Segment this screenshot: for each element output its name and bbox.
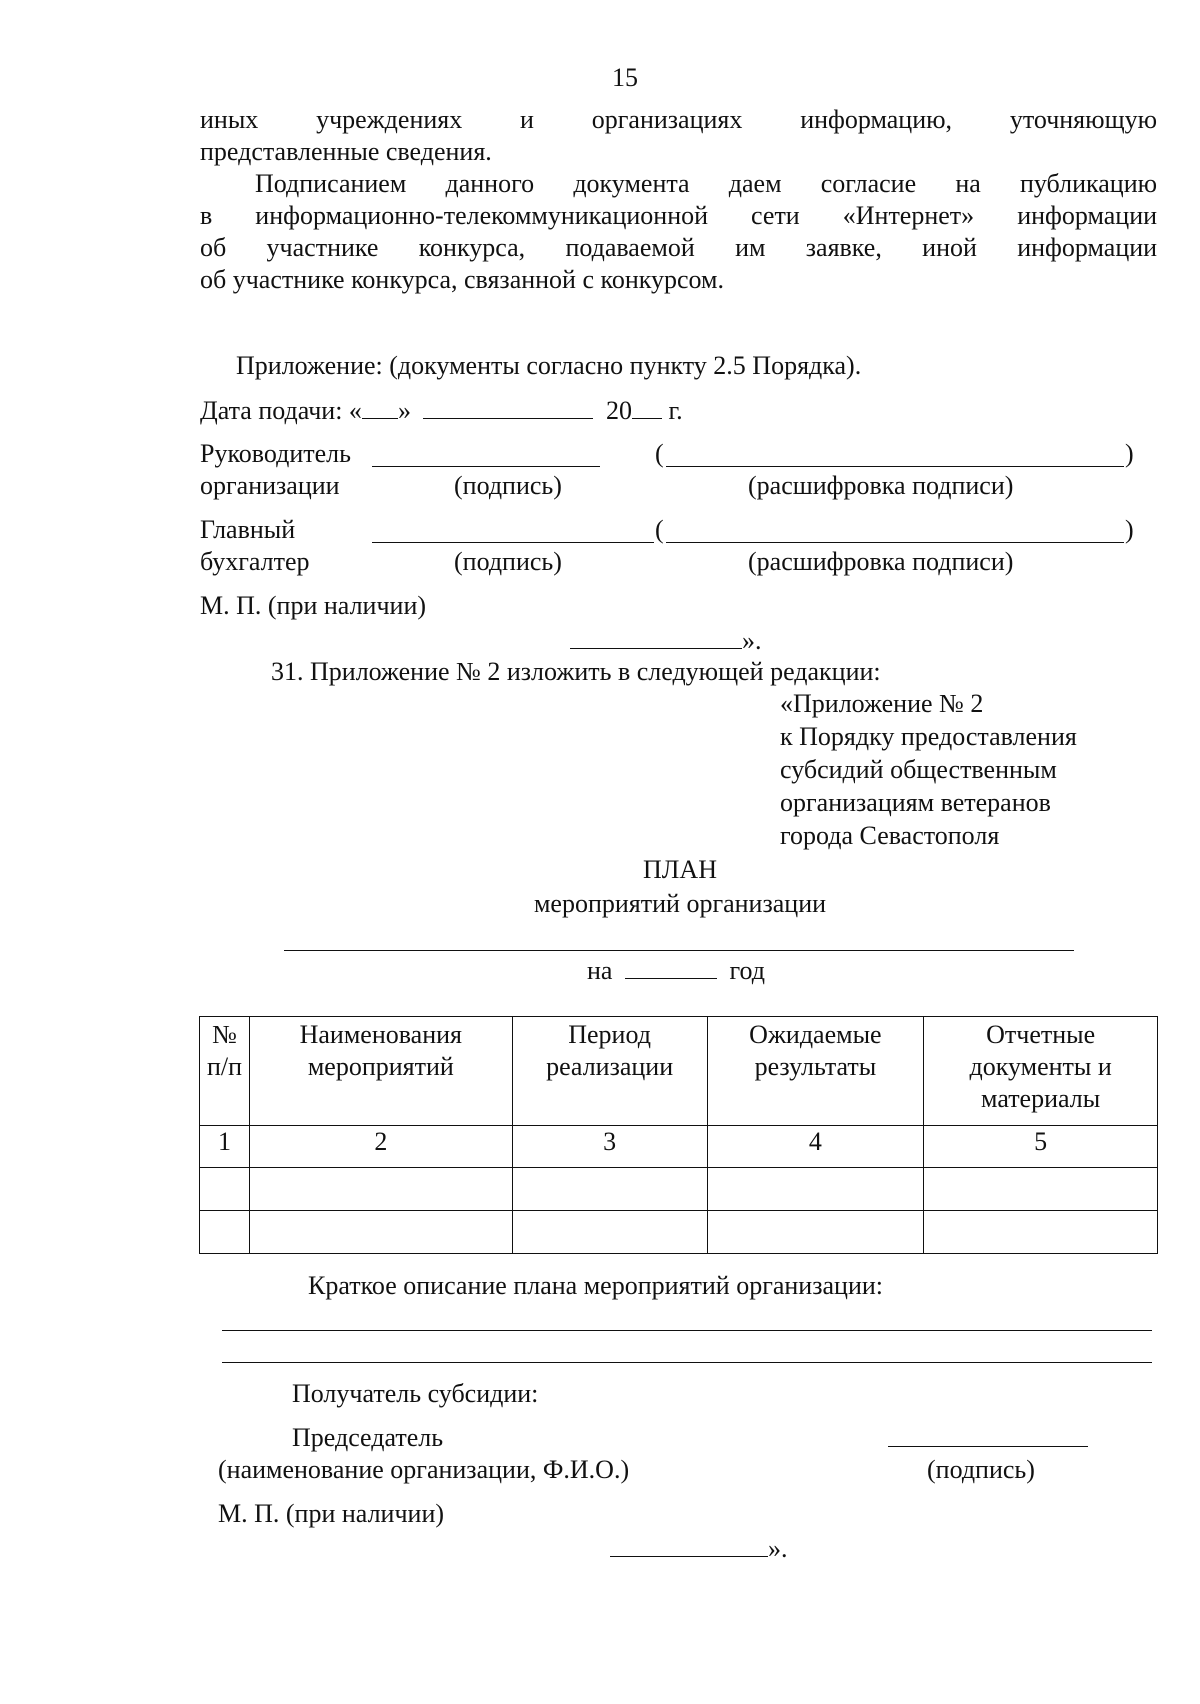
table-cell[interactable] bbox=[924, 1211, 1158, 1254]
day-blank[interactable] bbox=[362, 394, 398, 419]
plan-table bbox=[199, 1016, 1158, 1254]
plan-subtitle: мероприятий организации bbox=[533, 889, 827, 918]
table-cell[interactable] bbox=[924, 1168, 1158, 1211]
plan-year-blank[interactable] bbox=[625, 954, 717, 979]
consent-line-3: об участнике конкурса, подаваемой им заявке, иной информации bbox=[200, 233, 1158, 262]
appendix-header-5: города Севастополя bbox=[780, 821, 1000, 850]
accountant-open-paren: ( bbox=[655, 515, 664, 544]
number-cell: 1 bbox=[200, 1126, 250, 1168]
table-header-row bbox=[200, 1017, 1158, 1126]
table-cell[interactable] bbox=[249, 1211, 512, 1254]
appendix-header-4: организациям ветеранов bbox=[780, 788, 1051, 817]
accountant-label-line-2: бухгалтер bbox=[200, 547, 310, 576]
table-row bbox=[200, 1211, 1158, 1254]
page-number: 15 bbox=[612, 63, 638, 92]
number-cell: 5 bbox=[924, 1126, 1158, 1168]
consent-line-4: об участнике конкурса, связанной с конкурсом. bbox=[200, 265, 724, 294]
appendix-header-2: к Порядку предоставления bbox=[780, 722, 1077, 751]
recipient-stamp-note: М. П. (при наличии) bbox=[218, 1499, 445, 1528]
header-cell-results: Ожидаемые результаты bbox=[707, 1017, 924, 1126]
head-close-paren: ) bbox=[1125, 439, 1134, 468]
consent-line-1: Подписанием данного документа даем согласие на публикацию bbox=[255, 169, 1158, 198]
head-signature-caption: (подпись) bbox=[454, 471, 562, 500]
accountant-decode-caption: (расшифровка подписи) bbox=[748, 547, 1014, 576]
header-cell-documents: Отчетные документы и материалы bbox=[924, 1017, 1158, 1126]
org-caption: (наименование организации, Ф.И.О.) bbox=[218, 1455, 630, 1484]
intro-line-2: представленные сведения. bbox=[200, 137, 492, 166]
closing-quote-1: ». bbox=[570, 624, 762, 657]
submission-date-row: Дата подачи: « » 20 г. bbox=[200, 396, 683, 425]
table-cell[interactable] bbox=[707, 1211, 924, 1254]
summary-line-2[interactable] bbox=[222, 1362, 1152, 1363]
accountant-decode-line[interactable] bbox=[666, 518, 1124, 543]
month-blank[interactable] bbox=[423, 394, 593, 419]
closing-line-2 bbox=[610, 1532, 768, 1557]
number-cell: 4 bbox=[707, 1126, 924, 1168]
submission-date-label: Дата подачи: « bbox=[200, 396, 362, 425]
head-label-line-2: организации bbox=[200, 471, 340, 500]
closing-line bbox=[570, 624, 742, 649]
table-cell[interactable] bbox=[249, 1168, 512, 1211]
header-cell-number: № п/п bbox=[200, 1017, 250, 1126]
table-cell[interactable] bbox=[200, 1211, 250, 1254]
head-decode-line[interactable] bbox=[666, 442, 1124, 467]
appendix-header-1: «Приложение № 2 bbox=[780, 689, 984, 718]
table-cell[interactable] bbox=[707, 1168, 924, 1211]
header-cell-period: Период реализации bbox=[512, 1017, 707, 1126]
amendment-text: 31. Приложение № 2 изложить в следующей редакции: bbox=[271, 657, 881, 686]
table-cell[interactable] bbox=[512, 1211, 707, 1254]
table-cell[interactable] bbox=[512, 1168, 707, 1211]
accountant-close-paren: ) bbox=[1125, 515, 1134, 544]
chairman-label: Председатель bbox=[292, 1423, 444, 1452]
table-row bbox=[200, 1168, 1158, 1211]
consent-line-2: в информационно-телекоммуникационной сети «Интернет» информации bbox=[200, 201, 1158, 230]
appendix-header-3: субсидий общественным bbox=[780, 755, 1057, 784]
attachment-note: Приложение: (документы согласно пункту 2.5 Порядка). bbox=[236, 351, 862, 380]
number-cell: 2 bbox=[249, 1126, 512, 1168]
year-blank[interactable] bbox=[632, 394, 662, 419]
stamp-note: М. П. (при наличии) bbox=[200, 591, 427, 620]
plan-year-row: на год bbox=[587, 956, 765, 985]
head-open-paren: ( bbox=[655, 439, 664, 468]
head-label-line-1: Руководитель bbox=[200, 439, 351, 468]
recipient-label: Получатель субсидии: bbox=[292, 1379, 539, 1408]
organization-name-line[interactable] bbox=[284, 950, 1074, 951]
accountant-label-line-1: Главный bbox=[200, 515, 296, 544]
plan-title: ПЛАН bbox=[643, 855, 717, 884]
intro-line-1: иных учреждениях и организациях информацию, уточняющую bbox=[200, 105, 1158, 134]
chairman-signature-line[interactable] bbox=[888, 1446, 1088, 1447]
header-cell-activities: Наименования мероприятий bbox=[249, 1017, 512, 1126]
summary-line-1[interactable] bbox=[222, 1330, 1152, 1331]
accountant-signature-line[interactable] bbox=[372, 518, 654, 543]
number-cell: 3 bbox=[512, 1126, 707, 1168]
table-number-row bbox=[200, 1126, 1158, 1168]
closing-quote-2: ». bbox=[610, 1532, 788, 1565]
head-signature-line[interactable] bbox=[372, 442, 600, 467]
head-decode-caption: (расшифровка подписи) bbox=[748, 471, 1014, 500]
recipient-signature-caption: (подпись) bbox=[927, 1455, 1035, 1484]
accountant-signature-caption: (подпись) bbox=[454, 547, 562, 576]
table-cell[interactable] bbox=[200, 1168, 250, 1211]
summary-label: Краткое описание плана мероприятий организации: bbox=[308, 1271, 883, 1300]
